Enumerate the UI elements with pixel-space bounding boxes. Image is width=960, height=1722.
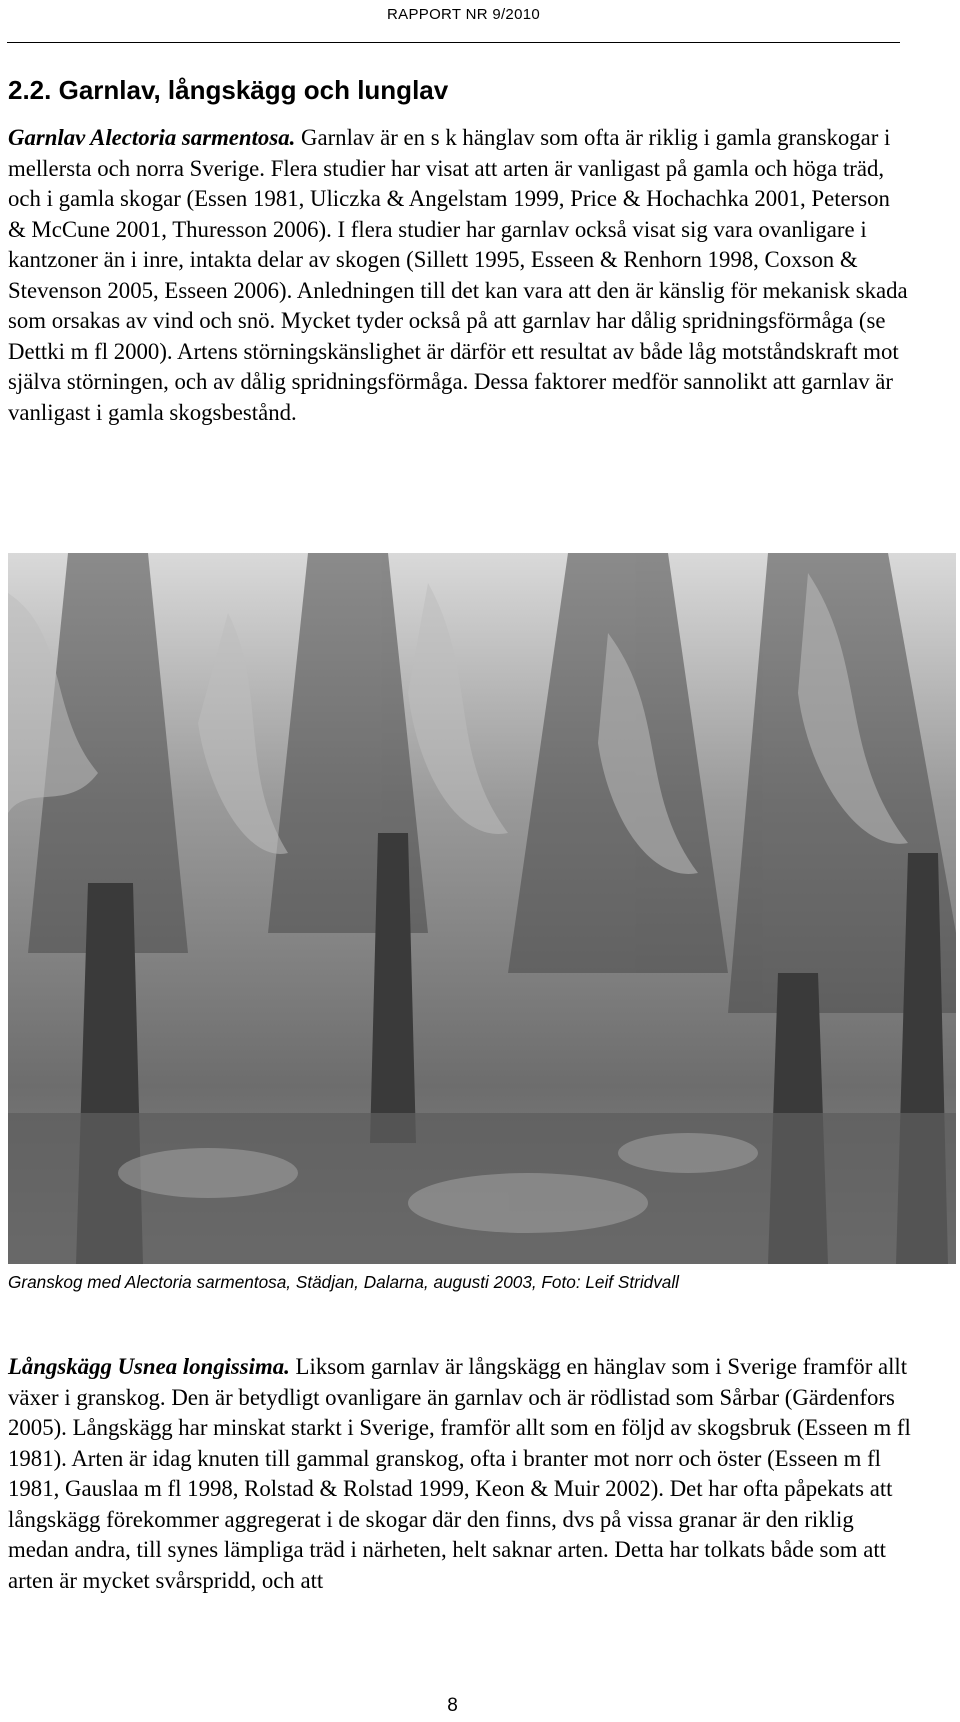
- garnlav-lead: Garnlav Alectoria sarmentosa.: [8, 125, 296, 150]
- forest-photo-graphic: [8, 553, 956, 1264]
- langskagg-body: Liksom garnlav är långskägg en hänglav som i Sverige framför allt växer i granskog. Den är betydligt ovanligare än garnlav och är rödlistad som Sårbar (Gärdenfors 2005). Långskägg har minskat starkt i Sverige, framför allt som en följd av skogsbruk (Esseen m fl 1981). Arten är idag knuten till gammal granskog, ofta i branter mot norr och öster (Esseen m fl 1981, Gauslaa m fl 1998, Rolstad & Rolstad 1999, Keon & Muir 2002). Det har ofta påpekats att långskägg förekommer aggregerat i de skogar där den finns, dvs på vissa granar är den riklig medan andra, till synes lämpliga träd i närheten, helt saknar arten. Detta har tolkats både som att arten är mycket svårspridd, och att: [8, 1354, 911, 1593]
- header-divider: [7, 42, 900, 43]
- langskagg-paragraph: [8, 1352, 913, 1596]
- report-header-title: RAPPORT NR 9/2010: [387, 6, 540, 23]
- forest-photo: [8, 553, 956, 1264]
- section-heading: 2.2. Garnlav, långskägg och lunglav: [8, 75, 449, 105]
- page-number: 8: [447, 1695, 458, 1716]
- figure-caption: Granskog med Alectoria sarmentosa, Städjan, Dalarna, augusti 2003, Foto: Leif Stridvall: [8, 1272, 679, 1292]
- garnlav-body: Garnlav är en s k hänglav som ofta är riklig i gamla granskogar i mellersta och norra Sverige. Flera studier har visat att arten är vanligast på gamla och höga träd, och i gamla skogar (Essen 1981, Uliczka & Angelstam 1999, Price & Hochachka 2001, Peterson & McCune 2001, Thuresson 2006). I flera studier har garnlav också visat sig vara ovanligare i kantzoner än i inre, intakta delar av skogen (Sillett 1995, Esseen & Renhorn 1998, Coxson & Stevenson 2005, Esseen 2006). Anledningen till det kan vara att den är känslig för mekanisk skada som orsakas av vind och snö. Mycket tyder också på att garnlav har dålig spridningsförmåga (se Dettki m fl 2000). Artens störningskänslighet är därför ett resultat av både låg motståndskraft mot själva störningen, och av dålig spridningsförmåga. Dessa faktorer medför sannolikt att garnlav är vanligast i gamla skogsbestånd.: [8, 125, 908, 425]
- garnlav-paragraph: [8, 123, 913, 428]
- langskagg-lead: Långskägg Usnea longissima.: [8, 1354, 290, 1379]
